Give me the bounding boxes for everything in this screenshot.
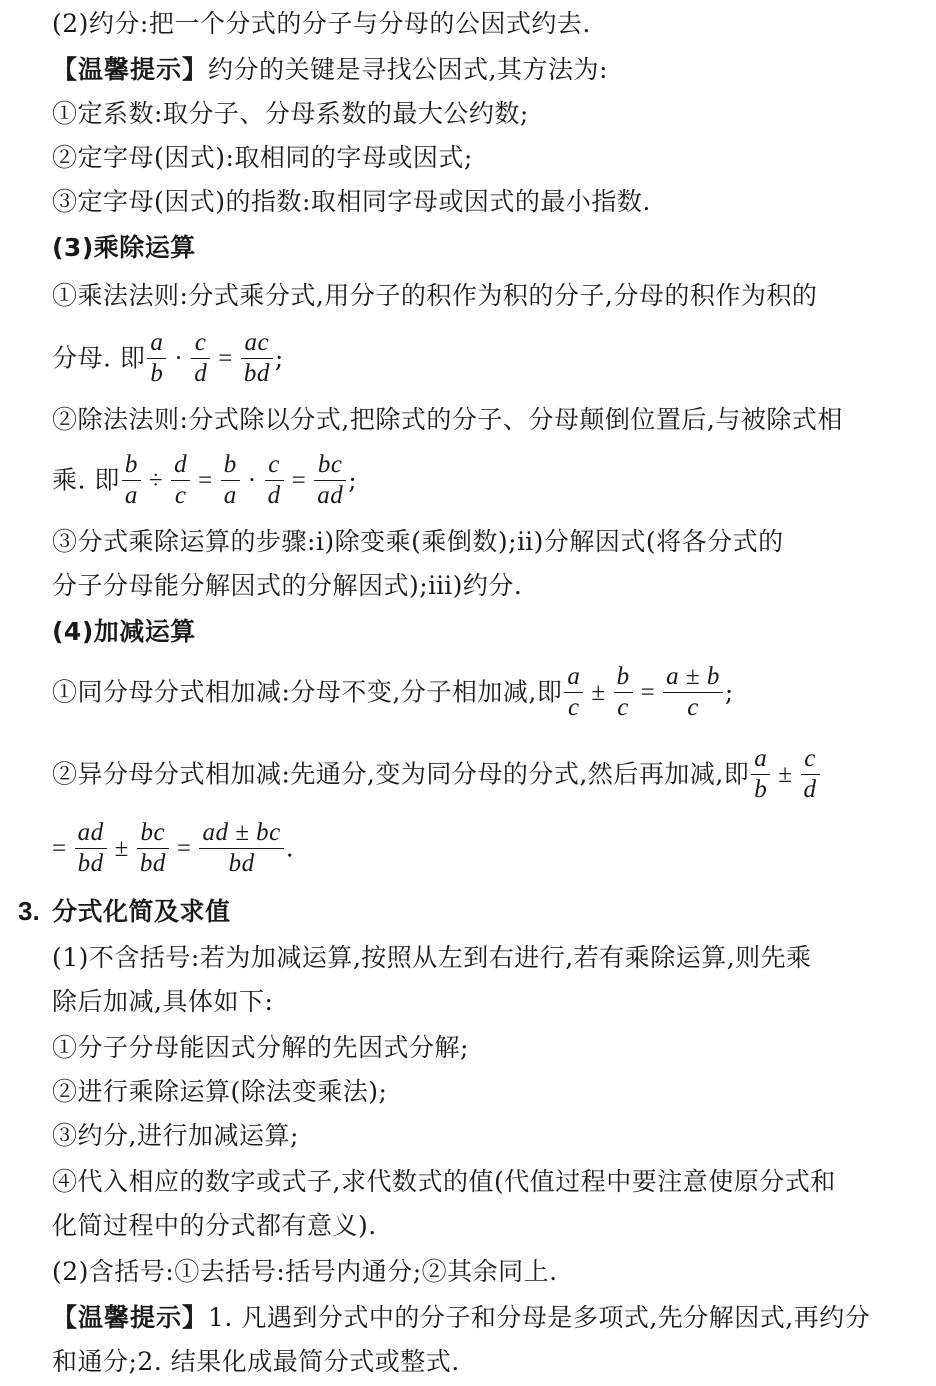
- paragraph-text: ②进行乘除运算(除法变乘法);: [52, 1077, 388, 1106]
- section-heading: 分式化简及求值: [52, 897, 231, 926]
- paragraph-text: 化简过程中的分式都有意义).: [52, 1211, 377, 1240]
- paragraph-text: ①定系数:取分子、分母系数的最大公约数;: [52, 99, 529, 128]
- paragraph-text: ④代入相应的数字或式子,求代数式的值(代值过程中要注意使原分式和: [52, 1167, 836, 1196]
- text-line: [52, 8, 918, 40]
- paragraph-text: ③约分,进行加减运算;: [52, 1121, 299, 1150]
- fraction: $\frac{b}{a}$: [122, 450, 141, 511]
- subsection-heading: (4)加减运算: [52, 617, 196, 646]
- text-line: [52, 98, 918, 130]
- paragraph-text: 1. 凡遇到分式中的分子和分母是多项式,先分解因式,再约分: [208, 1303, 871, 1332]
- formula-line-multiply: 分母. 即 $\frac{a}{b}$ · $\frac{c}{d}$ = $\frac{ac}{bd}$ ;: [52, 329, 284, 387]
- paragraph-text: ③分式乘除运算的步骤:ⅰ)除变乘(乘倒数);ⅱ)分解因式(将各分式的: [52, 527, 784, 556]
- fraction: $\frac{d}{c}$: [171, 450, 190, 511]
- text-line: [52, 404, 918, 436]
- fraction: $\frac{c}{d}$: [191, 328, 210, 389]
- section-number: 3.: [18, 896, 40, 926]
- paragraph-text: ①乘法法则:分式乘分式,用分子的积作为积的分子,分母的积作为积的: [52, 281, 818, 310]
- formula-line-add-diff-cont: = $\frac{ad}{bd}$ ± $\frac{bc}{bd}$ = $\frac{ad \pm bc}{bd}$ .: [52, 819, 295, 877]
- fraction: $\frac{ad \pm bc}{bd}$: [199, 818, 283, 879]
- paragraph-text: 分子分母能分解因式的分解因式);ⅲ)约分.: [52, 571, 523, 600]
- fraction: $\frac{a}{c}$: [564, 662, 583, 723]
- fraction: $\frac{c}{d}$: [801, 744, 820, 805]
- text-line: [52, 1166, 918, 1198]
- paragraph-text: (1)不含括号:若为加减运算,按照从左到右进行,若有乘除运算,则先乘: [52, 943, 812, 972]
- text-line: [52, 986, 918, 1018]
- text-line: [52, 186, 918, 218]
- text-line: [52, 1120, 918, 1152]
- fraction: $\frac{ad}{bd}$: [75, 818, 107, 879]
- paragraph-text: 和通分;2. 结果化成最简分式或整式.: [52, 1347, 460, 1376]
- text-line: [52, 1346, 918, 1378]
- formula-line-add-same: ①同分母分式相加减:分母不变,分子相加减,即 $\frac{a}{c}$ ± $\frac{b}{c}$ = $\frac{a \pm b}{c}$ ;: [52, 663, 734, 721]
- text-line: [52, 570, 918, 602]
- text-line: [52, 142, 918, 174]
- text-line: [52, 1032, 918, 1064]
- text-line: [52, 1256, 918, 1288]
- paragraph-text: ②除法法则:分式除以分式,把除式的分子、分母颠倒位置后,与被除式相: [52, 405, 843, 434]
- tip-label: 【温馨提示】: [52, 55, 209, 84]
- formula-line-add-diff: ②异分母分式相加减:先通分,变为同分母的分式,然后再加减,即 $\frac{a}{b}$ ± $\frac{c}{d}$: [52, 744, 918, 805]
- paragraph-text: (2)约分:把一个分式的分子与分母的公因式约去.: [52, 9, 591, 38]
- subsection-heading: (3)乘除运算: [52, 233, 196, 262]
- fraction: $\frac{bc}{ad}$: [314, 450, 346, 511]
- fraction: $\frac{bc}{bd}$: [137, 818, 169, 879]
- text-line: [52, 1210, 918, 1242]
- tip-line: [52, 54, 918, 86]
- tip-line: [52, 1302, 918, 1334]
- tip-label: 【温馨提示】: [52, 1303, 209, 1332]
- fraction: $\frac{a}{b}$: [751, 744, 770, 805]
- paragraph-text: (2)含括号:①去括号:括号内通分;②其余同上.: [52, 1257, 558, 1286]
- paragraph-text: ③定字母(因式)的指数:取相同字母或因式的最小指数.: [52, 187, 651, 216]
- paragraph-text: ②定字母(因式):取相同的字母或因式;: [52, 143, 473, 172]
- formula-line-divide: 乘. 即 $\frac{b}{a}$ ÷ $\frac{d}{c}$ = $\frac{b}{a}$ · $\frac{c}{d}$ = $\frac{bc}{ad}$ ;: [52, 451, 358, 509]
- paragraph-text: 约分的关键是寻找公因式,其方法为:: [208, 55, 608, 84]
- paragraph-text: ①分子分母能因式分解的先因式分解;: [52, 1033, 469, 1062]
- fraction: $\frac{a \pm b}{c}$: [663, 662, 723, 723]
- text-line: [52, 1076, 918, 1108]
- text-line: [52, 942, 918, 974]
- text-line: [52, 526, 918, 558]
- fraction: $\frac{b}{a}$: [221, 450, 240, 511]
- fraction: $\frac{c}{d}$: [265, 450, 284, 511]
- fraction: $\frac{a}{b}$: [147, 328, 166, 389]
- text-line: [52, 280, 918, 312]
- fraction: $\frac{b}{c}$: [614, 662, 633, 723]
- fraction: $\frac{ac}{bd}$: [241, 328, 273, 389]
- paragraph-text: 除后加减,具体如下:: [52, 987, 274, 1016]
